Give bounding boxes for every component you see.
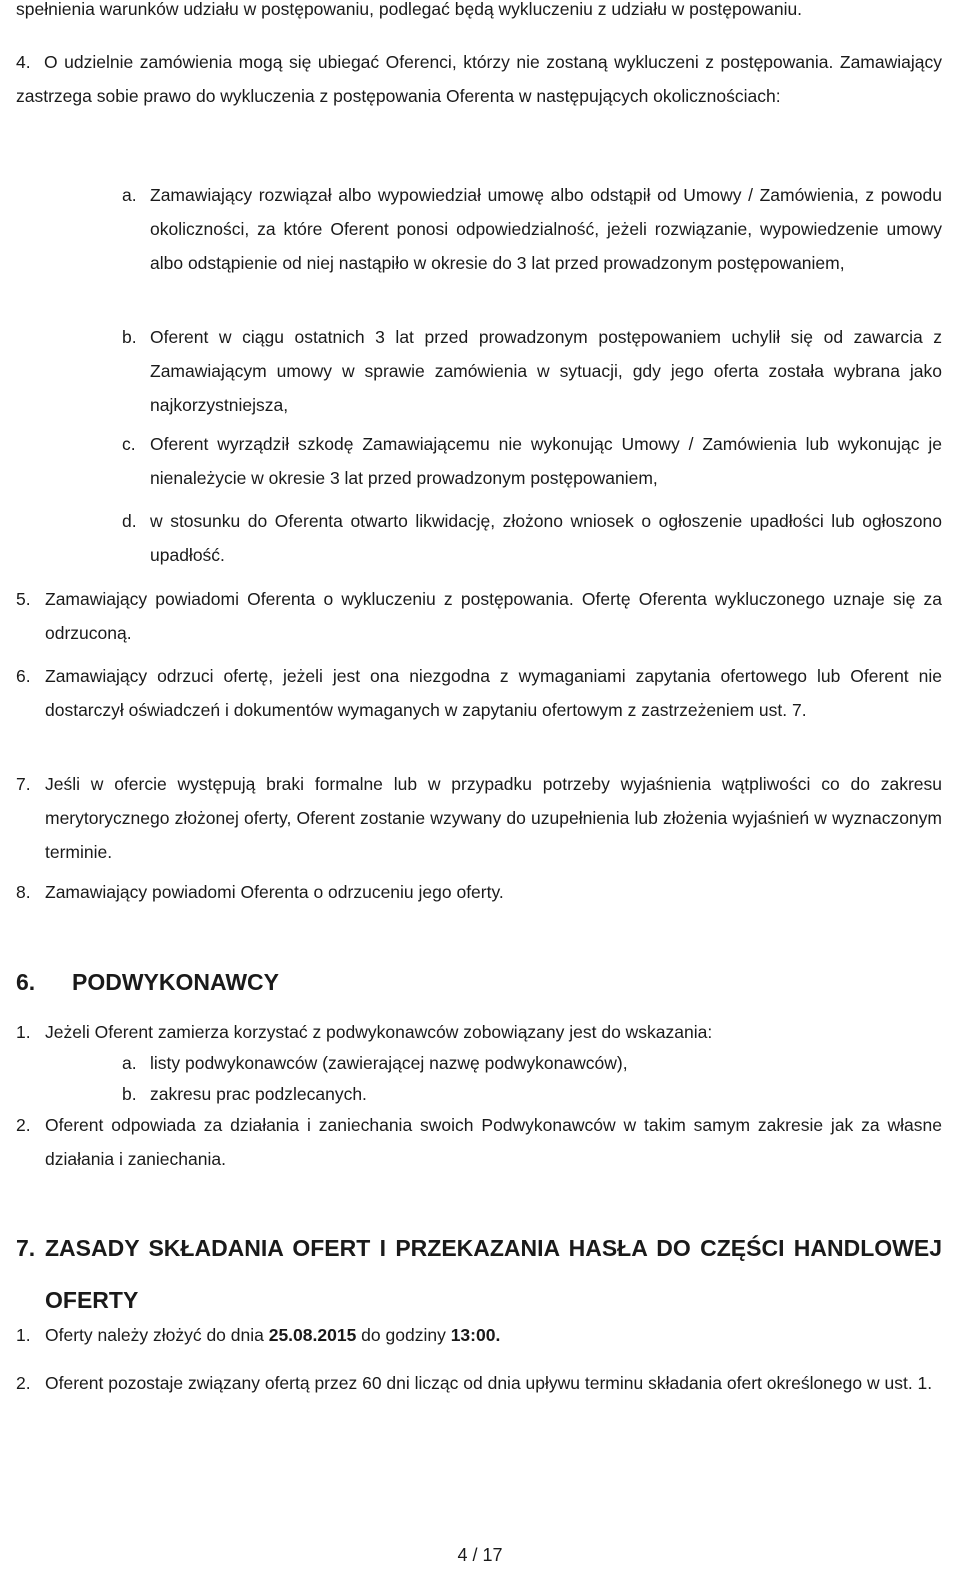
item-4-number: 4. [16, 52, 31, 72]
section-6-title: PODWYKONAWCY [72, 969, 279, 995]
section-7-item-1-number: 1. [16, 1325, 31, 1345]
section-6-item-1a-letter: a. [122, 1053, 137, 1073]
item-6-number: 6. [16, 666, 31, 686]
section-6-number: 6. [16, 969, 36, 995]
item-7-text: Jeśli w ofercie występują braki formalne lub w przypadku potrzeby wyjaśnienia wątpliwości co do zakresu merytorycznego złożonej oferty, Oferent zostanie wzywany do uzupełnienia lub złożenia wyjaśnień w wyznaczonym terminie. [45, 774, 942, 862]
deadline-time: 13:00. [450, 1325, 501, 1345]
deadline-date: 25.08.2015 [268, 1325, 357, 1345]
item-6-text: Zamawiający odrzuci ofertę, jeżeli jest ona niezgodna z wymaganiami zapytania ofertowego lub Oferent nie dostarczył oświadczeń i dokumentów wymaganych w zapytaniu ofertowym z zastrzeżeniem ust. 7. [45, 666, 942, 720]
item-7-number: 7. [16, 774, 31, 794]
intro-paragraph: spełnienia warunków udziału w postępowaniu, podlegać będą wykluczeniu z udziału w postępowaniu. [16, 0, 803, 19]
item-4d-text: w stosunku do Oferenta otwarto likwidację, złożono wniosek o ogłoszenie upadłości lub ogłoszono upadłość. [150, 511, 942, 565]
section-6-item-1-text: Jeżeli Oferent zamierza korzystać z podwykonawców zobowiązany jest do wskazania: [45, 1022, 713, 1042]
section-6-item-1a-text: listy podwykonawców (zawierającej nazwę podwykonawców), [150, 1053, 628, 1073]
item-4d-letter: d. [122, 511, 137, 531]
section-7-item-1-text [45, 1318, 942, 1352]
item-4b-letter: b. [122, 327, 137, 347]
section-7-item-2-number: 2. [16, 1373, 31, 1393]
section-6-item-1-number: 1. [16, 1022, 31, 1042]
page-number: 4 / 17 [457, 1545, 503, 1565]
section-7-title: ZASADY SKŁADANIA OFERT I PRZEKAZANIA HASŁA DO CZĘŚCI HANDLOWEJ OFERTY [45, 1235, 942, 1313]
section-7-item-2-text: Oferent pozostaje związany ofertą przez 60 dni licząc od dnia upływu terminu składania ofert określonego w ust. 1. [45, 1373, 933, 1393]
section-6-item-1b-text: zakresu prac podzlecanych. [150, 1084, 367, 1104]
item-5-number: 5. [16, 589, 31, 609]
deadline-lead-text: Oferty należy złożyć do dnia [45, 1325, 269, 1345]
item-4a-letter: a. [122, 185, 137, 205]
item-4c-letter: c. [122, 434, 136, 454]
deadline-middle-text: do godziny [356, 1325, 451, 1345]
item-8-text: Zamawiający powiadomi Oferenta o odrzuceniu jego oferty. [45, 882, 504, 902]
section-6-item-2-number: 2. [16, 1115, 31, 1135]
section-6-item-1b-letter: b. [122, 1084, 137, 1104]
item-5-text: Zamawiający powiadomi Oferenta o wykluczeniu z postępowania. Ofertę Oferenta wykluczonego uznaje się za odrzuconą. [45, 589, 942, 643]
item-8-number: 8. [16, 882, 31, 902]
item-4a-text: Zamawiający rozwiązał albo wypowiedział umowę albo odstąpił od Umowy / Zamówienia, z powodu okoliczności, za które Oferent ponosi odpowiedzialność, jeżeli rozwiązanie, wypowiedzenie umowy albo odstąpienie od niej nastąpiło w okresie do 3 lat przed prowadzonym postępowaniem, [150, 185, 942, 273]
section-6-item-2-text: Oferent odpowiada za działania i zaniechania swoich Podwykonawców w takim samym zakresie jak za własne działania i zaniechania. [45, 1115, 942, 1169]
item-4-text: O udzielnie zamówienia mogą się ubiegać Oferenci, którzy nie zostaną wykluczeni z postępowania. Zamawiający zastrzega sobie prawo do wykluczenia z postępowania Oferenta w następujących okolicznościach: [16, 52, 942, 106]
item-4b-text: Oferent w ciągu ostatnich 3 lat przed prowadzonym postępowaniem uchylił się od zawarcia z Zamawiającym umowy w sprawie zamówienia w sytuacji, gdy jego oferta została wybrana jako najkorzystniejsza, [150, 327, 942, 415]
section-7-number: 7. [16, 1235, 36, 1261]
item-4c-text: Oferent wyrządził szkodę Zamawiającemu nie wykonując Umowy / Zamówienia lub wykonując je nienależycie w okresie 3 lat przed prowadzonym postępowaniem, [150, 434, 942, 488]
